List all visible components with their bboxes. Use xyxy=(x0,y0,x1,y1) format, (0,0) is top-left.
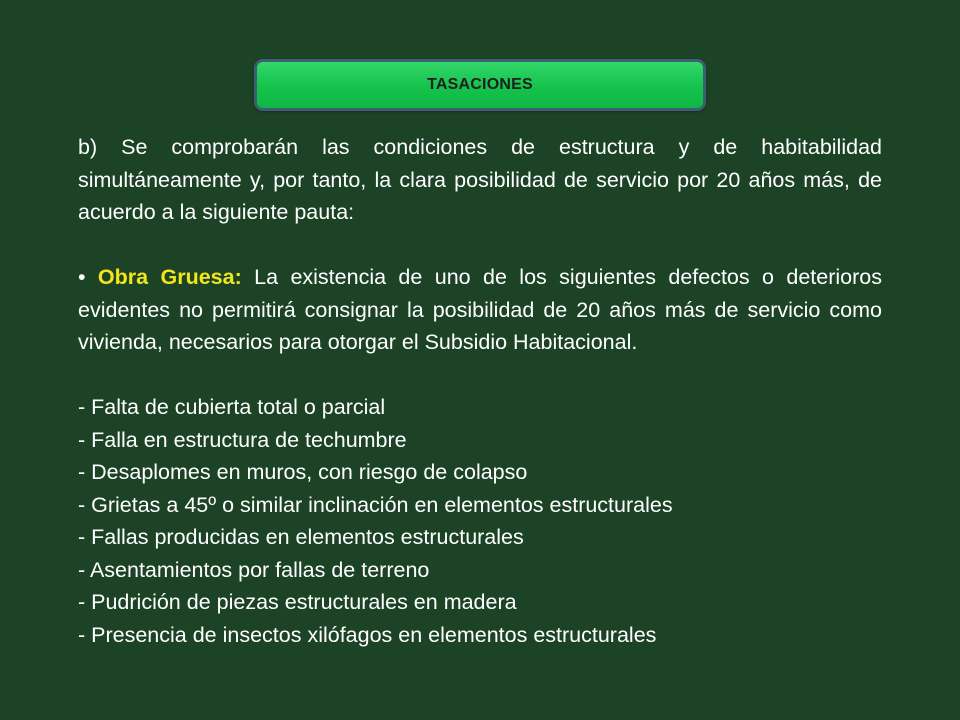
slide-content xyxy=(78,131,882,651)
list-item: - Falla en estructura de techumbre xyxy=(78,427,407,452)
list-item: - Presencia de insectos xilófagos en elementos estructurales xyxy=(78,622,657,647)
bullet-paragraph xyxy=(78,261,882,359)
title-badge xyxy=(254,59,706,111)
list-item: - Pudrición de piezas estructurales en madera xyxy=(78,590,517,614)
list-item: - Desaplomes en muros, con riesgo de colapso xyxy=(78,460,528,484)
slide-title: TASACIONES xyxy=(427,76,533,93)
spacer xyxy=(78,359,882,392)
list-item: - Asentamientos por fallas de terreno xyxy=(78,557,430,582)
spacer xyxy=(78,229,882,262)
bullet-icon: • xyxy=(78,265,86,289)
list-item: - Fallas producidas en elementos estructurales xyxy=(78,525,524,549)
list-item: - Falta de cubierta total o parcial xyxy=(78,395,386,419)
bullet-label: Obra Gruesa: xyxy=(97,265,242,289)
bullet-text: La existencia de uno de los siguientes defectos o deterioros evidentes no permitirá consignar la posibilidad de 20 años más de servicio como vivienda, necesarios para otorgar el Subsidio Habitacional. xyxy=(78,265,882,354)
defects-list xyxy=(78,391,882,651)
list-item: - Grietas a 45º o similar inclinación en elementos estructurales xyxy=(78,492,673,517)
intro-paragraph: b) Se comprobarán las condiciones de estructura y de habitabilidad simultáneamente y, por tanto, la clara posibilidad de servicio por 20 años más, de acuerdo a la siguiente pauta: xyxy=(78,135,882,224)
